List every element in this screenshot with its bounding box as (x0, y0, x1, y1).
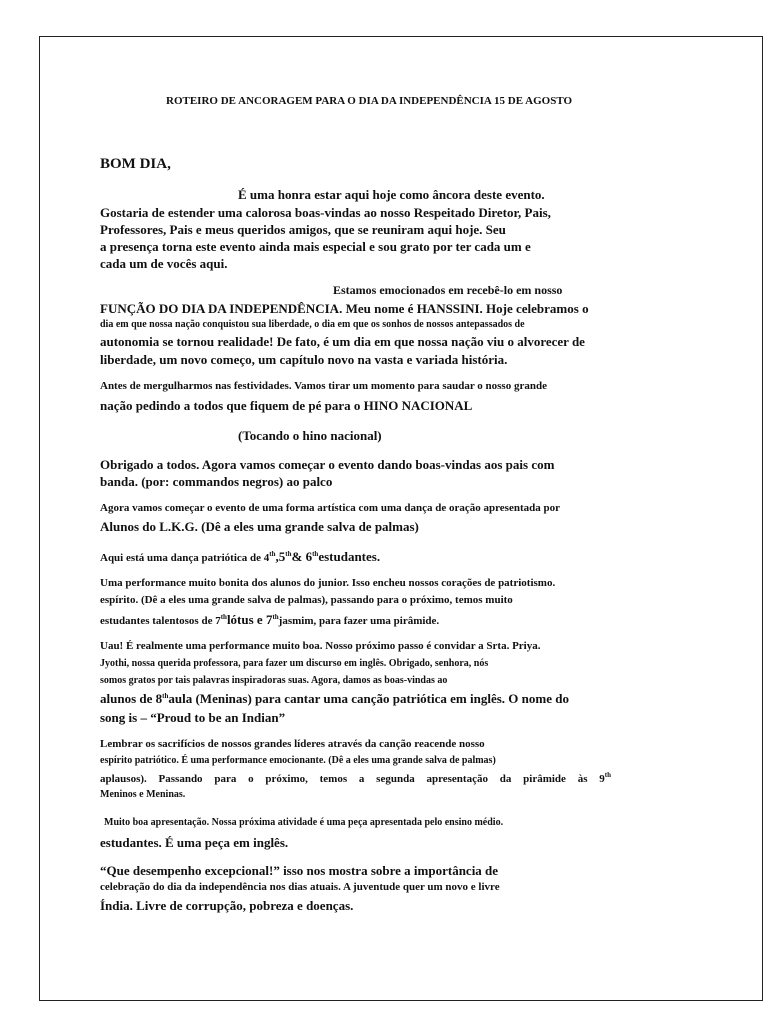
p10-line-1: Muito boa apresentação. Nossa próxima atividade é uma peça apresentada pelo ensino médio. (104, 817, 504, 828)
p7-line-1: Uma performance muito bonita dos alunos do junior. Isso encheu nossos corações de patriotismo. (100, 577, 556, 589)
p11-line-3: Índia. Livre de corrupção, pobreza e doenças. (100, 898, 354, 913)
greeting: BOM DIA, (100, 156, 171, 172)
p8-line-4a: alunos de 8 (100, 691, 163, 706)
p8-line-4 (100, 692, 569, 705)
p5-line-1: Agora vamos começar o evento de uma forma artística com uma dança de oração apresentada por (100, 502, 560, 514)
p7-line-3b: lótus e 7 (226, 612, 273, 627)
p3-line-2: nação pedindo a todos que fiquem de pé para o HINO NACIONAL (100, 398, 473, 413)
p7-line-3 (100, 613, 439, 627)
p1-line-5: cada um de vocês aqui. (100, 256, 228, 271)
p6-sup-3: th (312, 550, 319, 558)
p1-line-1: É uma honra estar aqui hoje como âncora deste evento. (238, 187, 545, 202)
document-title: ROTEIRO DE ANCORAGEM PARA O DIA DA INDEPENDÊNCIA 15 DE AGOSTO (166, 95, 573, 107)
p8-line-4b: aula (Meninas) para cantar uma canção patriótica em inglês. O nome do (168, 691, 569, 706)
p3-line-1: Antes de mergulharmos nas festividades. Vamos tirar um momento para saudar o nosso grande (100, 380, 547, 392)
anthem-note: (Tocando o hino nacional) (238, 428, 382, 443)
p9-sup: th (604, 771, 611, 779)
p7-line-2: espírito. (Dê a eles uma grande salva de palmas), passando para o próximo, temos muito (100, 594, 513, 606)
p6-sup-1: th (269, 550, 276, 558)
p7-line-3c: jasmim, para fazer uma pirâmide. (278, 615, 440, 627)
p6-mid-1: ,5 (275, 549, 286, 564)
p1-line-2: Gostaria de estender uma calorosa boas-vindas ao nosso Respeitado Diretor, Pais, (100, 205, 551, 220)
p9-line-3 (100, 771, 611, 785)
p4-line-1: Obrigado a todos. Agora vamos começar o evento dando boas-vindas aos pais com (100, 457, 555, 472)
p9-line-3a: aplausos). Passando para o próximo, temos a segunda apresentação da pirâmide às 9 (100, 773, 605, 785)
p6-sup-2: th (285, 550, 292, 558)
p2-line-1: Estamos emocionados em recebê-lo em nosso (333, 283, 563, 297)
p7-sup-1: th (220, 613, 227, 621)
p7-sup-2: th (272, 613, 279, 621)
p11-line-2: celebração do dia da independência nos dias atuais. A juventude quer um novo e livre (100, 881, 500, 893)
p8-line-1: Uau! É realmente uma performance muito boa. Nosso próximo passo é convidar a Srta. Priya. (100, 640, 541, 652)
p6-mid-2: & 6 (291, 549, 313, 564)
p2-line-4: autonomia se tornou realidade! De fato, é um dia em que nossa nação viu o alvorecer de (100, 334, 585, 349)
p2-line-3: dia em que nossa nação conquistou sua liberdade, o dia em que os sonhos de nossos antepassados de (100, 319, 525, 330)
p5-line-2: Alunos do L.K.G. (Dê a eles uma grande salva de palmas) (100, 519, 419, 534)
p4-line-2: banda. (por: commandos negros) ao palco (100, 474, 333, 489)
p8-line-2: Jyothi, nossa querida professora, para fazer um discurso em inglês. Obrigado, senhora, nós (100, 658, 489, 669)
p7-line-3a: estudantes talentosos de 7 (100, 615, 221, 627)
p9-line-2: espírito patriótico. É uma performance emocionante. (Dê a eles uma grande salva de palmas) (100, 755, 496, 766)
p6-line (100, 550, 380, 564)
p9-line-4: Meninos e Meninas. (100, 789, 186, 800)
p2-line-5: liberdade, um novo começo, um capítulo novo na vasta e variada história. (100, 352, 508, 367)
p10-line-2: estudantes. É uma peça em inglês. (100, 835, 289, 850)
p8-line-3: somos gratos por tais palavras inspiradoras suas. Agora, damos as boas-vindas ao (100, 675, 448, 686)
p1-line-4: a presença torna este evento ainda mais especial e sou grato por ter cada um e (100, 239, 531, 254)
p8-sup: th (162, 692, 169, 700)
p1-line-3: Professores, Pais e meus queridos amigos, que se reuniram aqui hoje. Seu (100, 222, 506, 237)
p6-prefix: Aqui está uma dança patriótica de 4 (100, 552, 270, 564)
p6-suffix: estudantes. (318, 549, 381, 564)
p8-line-5: song is – “Proud to be an Indian” (100, 710, 286, 725)
p9-line-1: Lembrar os sacrifícios de nossos grandes líderes através da canção reacende nosso (100, 738, 485, 750)
p2-line-2: FUNÇÃO DO DIA DA INDEPENDÊNCIA. Meu nome é HANSSINI. Hoje celebramos o (100, 301, 589, 316)
p11-line-1: “Que desempenho excepcional!” isso nos mostra sobre a importância de (100, 863, 499, 878)
